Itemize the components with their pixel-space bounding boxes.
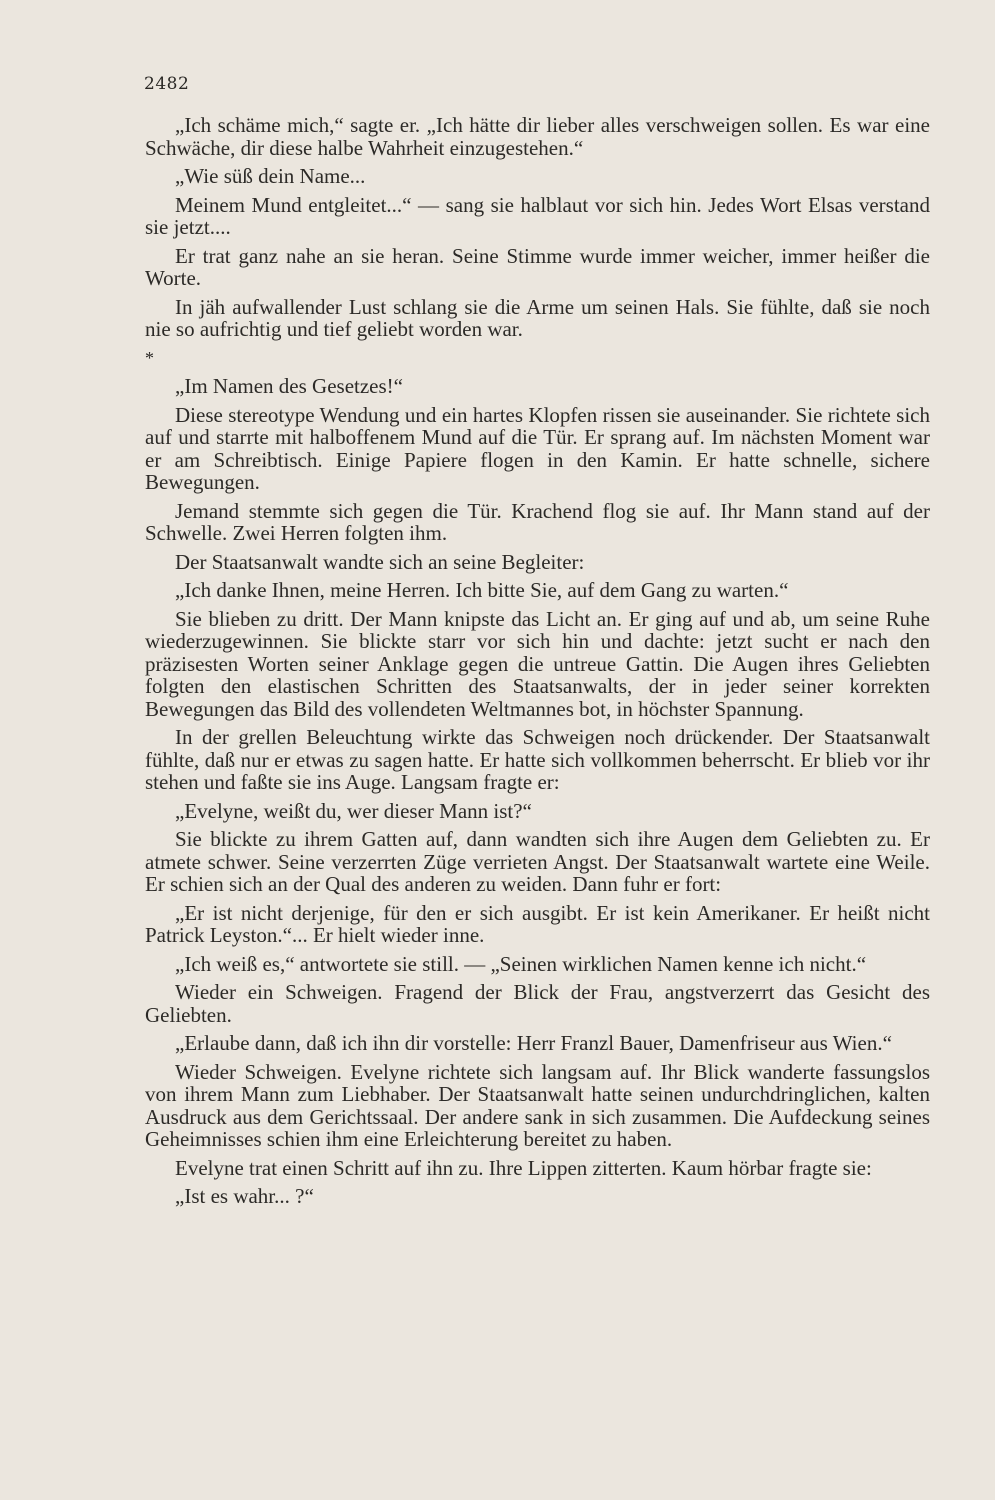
paragraph: „Evelyne, weißt du, wer dieser Mann ist?“ — [175, 798, 532, 823]
section-separator: * — [145, 347, 154, 368]
paragraph: In jäh aufwallender Lust schlang sie die Arme um seinen Hals. Sie fühlte, daß sie noch nie so aufrichtig und tief geliebt worden war. — [145, 294, 930, 341]
paragraph: Sie blieben zu dritt. Der Mann knipste das Licht an. Er ging auf und ab, um seine Ruhe wiederzugewinnen. Sie blickte starr vor sich hin und dachte: jetzt sucht er nach den präzisesten Worten seiner Anklage gegen die untreue Gattin. Die Augen ihres Geliebten folgten den elastischen Schritten des Staatsanwalts, der in jeder seiner korrekten Bewegungen das Bild des vollendeten Weltmannes bot, in höchster Spannung. — [145, 606, 930, 721]
paragraph: Er trat ganz nahe an sie heran. Seine Stimme wurde immer weicher, immer heißer die Worte. — [145, 243, 930, 290]
paragraph: Meinem Mund entgleitet...“ — sang sie halblaut vor sich hin. Jedes Wort Elsas verstand sie jetzt.... — [145, 192, 930, 239]
paragraph: „Ich danke Ihnen, meine Herren. Ich bitte Sie, auf dem Gang zu warten.“ — [175, 578, 789, 602]
paragraph: „Ich schäme mich,“ sagte er. „Ich hätte dir lieber alles verschweigen sollen. Es war eine Schwäche, dir diese halbe Wahrheit einzugestehen.“ — [145, 113, 930, 160]
paragraph: „Wie süß dein Name... — [175, 164, 366, 188]
paragraph: „Erlaube dann, daß ich ihn dir vorstelle: Herr Franzl Bauer, Damenfriseur aus Wien.“ — [175, 1031, 892, 1055]
body-text — [145, 114, 930, 1214]
paragraph: „Ist es wahr... ?“ — [175, 1184, 314, 1208]
paragraph: Evelyne trat einen Schritt auf ihn zu. Ihre Lippen zitterten. Kaum hörbar fragte sie: — [175, 1155, 872, 1180]
paragraph: „Im Namen des Gesetzes!“ — [175, 374, 403, 398]
paragraph: Sie blickte zu ihrem Gatten auf, dann wandten sich ihre Augen dem Geliebten zu. Er atmete schwer. Seine verzerrten Züge verrieten Angst. Der Staatsanwalt wartete eine Weile. Er schien sich an der Qual des anderen zu weiden. Dann fuhr er fort: — [145, 827, 930, 896]
paragraph: Wieder ein Schweigen. Fragend der Blick der Frau, angstverzerrt das Gesicht des Geliebten. — [145, 980, 930, 1027]
paragraph: Der Staatsanwalt wandte sich an seine Begleiter: — [175, 549, 585, 574]
paragraph: In der grellen Beleuchtung wirkte das Schweigen noch drückender. Der Staatsanwalt fühlte, daß nur er etwas zu sagen hatte. Er hatte sich vollkommen beherrscht. Er blieb vor ihr stehen und faßte sie ins Auge. Langsam fragte er: — [145, 725, 930, 794]
paragraph: Jemand stemmte sich gegen die Tür. Krachend flog sie auf. Ihr Mann stand auf der Schwelle. Zwei Herren folgten ihm. — [145, 498, 930, 545]
paragraph: „Ich weiß es,“ antwortete sie still. — „Seinen wirklichen Namen kenne ich nicht.“ — [175, 951, 867, 976]
page-number: 2482 — [144, 74, 190, 94]
paragraph: Diese stereotype Wendung und ein hartes Klopfen rissen sie auseinander. Sie richtete sich auf und starrte mit halboffenem Mund auf die Tür. Er sprang auf. Im nächsten Moment war er am Schreibtisch. Einige Papiere flogen in den Kamin. Er hatte schnelle, sichere Bewegungen. — [145, 402, 930, 494]
paragraph: „Er ist nicht derjenige, für den er sich ausgibt. Er ist kein Amerikaner. Er heißt nicht Patrick Leyston.“... Er hielt wieder inne. — [145, 900, 930, 947]
paragraph: Wieder Schweigen. Evelyne richtete sich langsam auf. Ihr Blick wanderte fassungslos von ihrem Mann zum Liebhaber. Der Staatsanwalt hatte seinen undurchdringlichen, kalten Ausdruck aus dem Gerichtssaal. Der andere sank in sich zusammen. Die Aufdeckung seines Geheimnisses schien ihm eine Erleichterung bereitet zu haben. — [145, 1059, 930, 1151]
